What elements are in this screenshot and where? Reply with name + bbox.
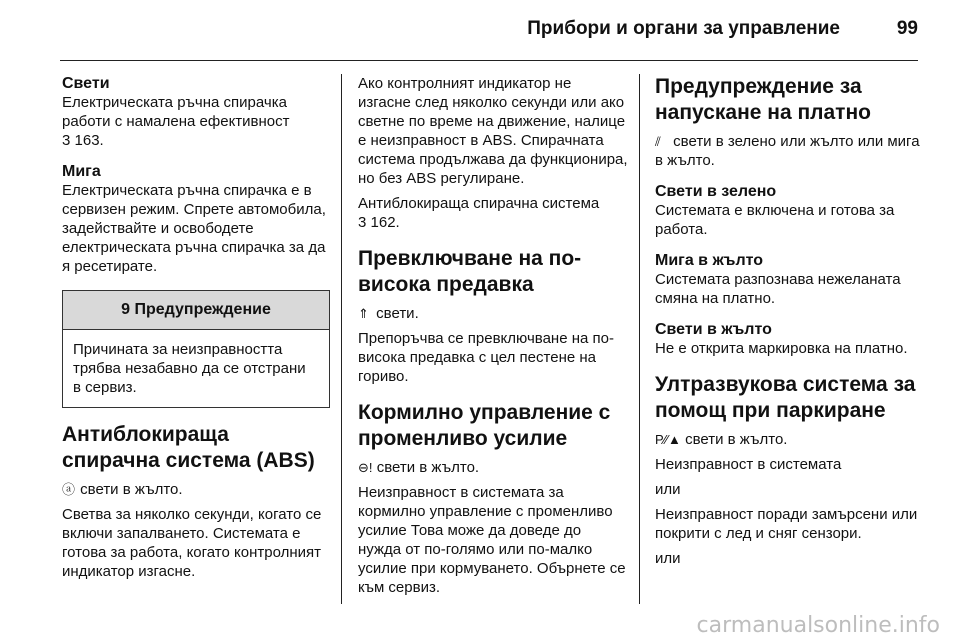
warning-triangle-icon: 9 [121,301,131,318]
subheading: Мига в жълто [655,252,764,269]
warning-title: Предупреждение [134,301,271,318]
paragraph: Неизправност в системата за кормилно управление с променливо усилие Това може да доведе до нужда от по-голямо или по-малко усилие при кормуването. Обърнете се към сервиз. [358,484,626,596]
indicator-line: ⓐ свети в жълто. [62,481,183,498]
subheading: Свети в зелено [655,183,777,200]
column-1 [62,74,330,587]
column-divider [341,74,342,604]
column-divider [639,74,640,604]
watermark: carmanualsonline.info [696,613,940,638]
section-heading-steering: Кормилно управление с променливо усилие [358,401,611,450]
page-reference[interactable]: 162. [370,214,400,231]
subheading-flashing: Мига [62,163,101,180]
page-header [0,0,960,56]
section-heading-upshift: Превключване на по-висока предавка [358,247,582,296]
paragraph: Препоръчва се превключване на по-висока предавка с цел пестене на гориво. [358,330,614,385]
paragraph: или [655,550,681,567]
page-reference[interactable]: 163. [74,132,104,149]
subheading: Свети в жълто [655,321,772,338]
section-heading-abs: Антиблокираща спирачна система (ABS) [62,423,315,472]
abs-icon: ⓐ [62,482,76,497]
section-heading-lane-departure: Предупреждение за напускане на платно [655,75,871,124]
warning-text: Причината за неизправността трябва незабавно да се отстрани в сервиз. [73,341,306,396]
indicator-line: ⊖! свети в жълто. [358,459,480,476]
section-heading-parking-assist: Ултразвукова система за помощ при паркиране [655,373,916,422]
column-3 [655,74,927,574]
header-rule [60,60,918,61]
indicator-line: ⫽ свети в зелено или жълто или мига в жълто. [655,133,920,169]
paragraph: Не е открита маркировка на платно. [655,340,908,357]
paragraph: Неизправност в системата [655,456,842,473]
paragraph: Неизправност поради замърсени или покрити с лед и сняг сензори. [655,506,918,542]
indicator-line: ⇑ свети. [358,305,419,322]
subheading-on: Свети [62,75,110,92]
warning-box [62,290,330,408]
paragraph: Електрическата ръчна спирачка работи с намалена ефективност 3 163. [62,94,290,149]
reference-arrow-icon: 3 [62,132,71,149]
steering-warning-icon: ⊖! [358,460,373,475]
page-number: 99 [896,18,918,39]
paragraph: или [655,481,681,498]
reference-arrow-icon: 3 [358,214,367,231]
paragraph: Антиблокираща спирачна система 3 162. [358,195,600,231]
lane-departure-icon: ⫽ [655,134,661,149]
warning-header [63,291,329,330]
indicator-line: P⁄⁄▲ свети в жълто. [655,431,788,448]
page-title: Прибори и органи за управление [527,18,840,39]
paragraph: Ако контролният индикатор не изгасне след няколко секунди или ако светне по време на движение, налице е неизправност в ABS. Спирачната система продължава да функционира, но без ABS регулиране. [358,75,628,187]
upshift-icon: ⇑ [358,306,369,321]
paragraph: Системата е включена и готова за работа. [655,202,895,238]
paragraph: Електрическата ръчна спирачка е в сервизен режим. Спрете автомобила, задействайте и освободете електрическата ръчна спирачка за да я ресетирате. [62,182,326,275]
paragraph: Системата разпознава нежеланата смяна на платно. [655,271,901,307]
parking-assist-icon: P⁄⁄▲ [655,432,681,447]
paragraph: Светва за няколко секунди, когато се включи запалването. Системата е готова за работа, когато контролният индикатор изгасне. [62,506,322,580]
column-2 [358,74,628,603]
